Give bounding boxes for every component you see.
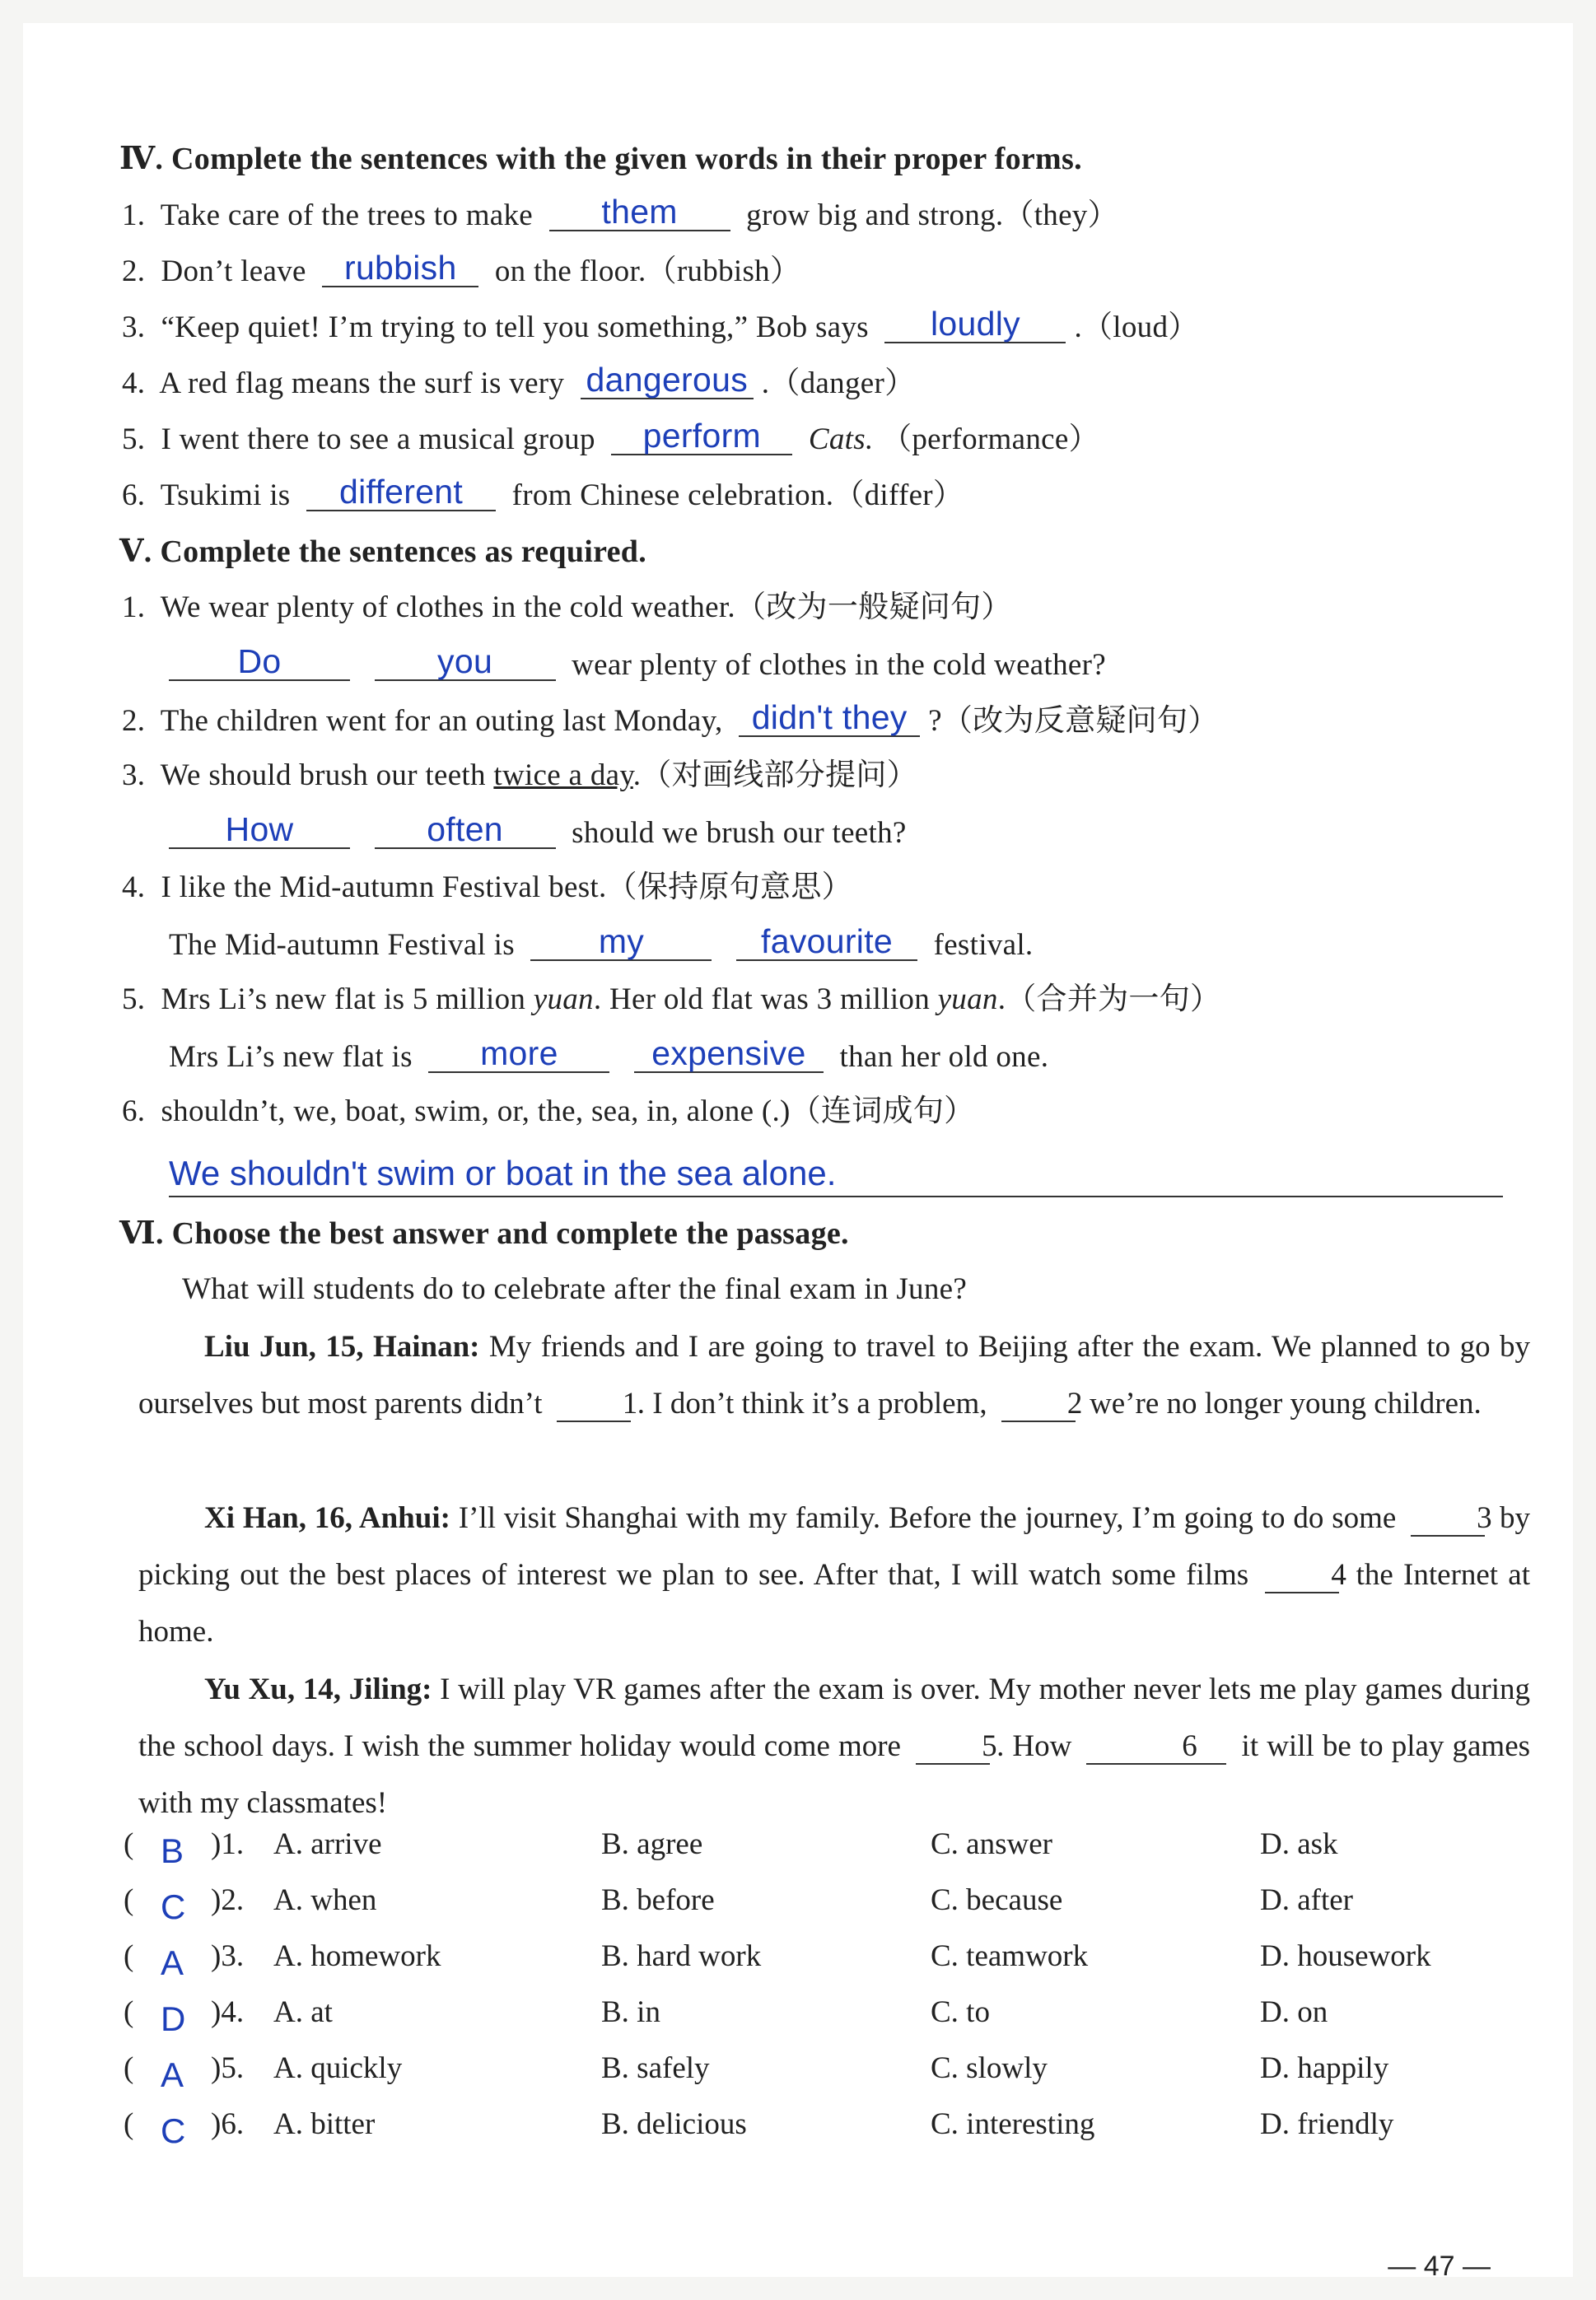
s4-item-6: 6. Tsukimi is different from Chinese celebration.（differ） [122, 473, 964, 512]
option-b[interactable]: B. delicious [601, 2107, 747, 2141]
passage-blank: 2 [1001, 1388, 1076, 1422]
option-d[interactable]: D. housework [1260, 1939, 1431, 1973]
answer-blank[interactable]: rubbish [322, 250, 478, 287]
option-a[interactable]: A. homework [273, 1939, 441, 1973]
passage-intro: What will students do to celebrate after the final exam in June? [182, 1272, 968, 1306]
option-a[interactable]: A. at [273, 1995, 333, 2029]
s4-item-5: 5. I went there to see a musical group perform Cats. （performance） [122, 417, 1099, 456]
passage-blank: 6 [1086, 1730, 1226, 1765]
passage-blank: 1 [557, 1388, 631, 1422]
answer-blank[interactable]: didn't they [739, 699, 920, 737]
option-row-1: ( B )1. A. arrive B. agree C. answer D. ask [124, 1827, 1338, 1870]
s4-item-2: 2. Don’t leave rubbish on the floor.（rubbish） [122, 249, 801, 288]
passage-paragraph-2: Xi Han, 16, Anhui: I’ll visit Shanghai with my family. Before the journey, I’m going to do some 3 by picking out the best places of interest we plan to see. After that, I will watch some films 4 the Internet at home. [138, 1501, 1531, 1649]
answer-blank[interactable]: different [306, 474, 496, 511]
answer-blank[interactable]: more [428, 1035, 609, 1073]
s4-item-4: 4. A red flag means the surf is very dangerous .（danger） [122, 361, 916, 400]
option-d[interactable]: D. friendly [1260, 2107, 1394, 2141]
section-4-heading: Ⅳ. Complete the sentences with the given words in their proper forms. [119, 142, 1082, 176]
option-b[interactable]: B. before [601, 1883, 715, 1917]
option-b[interactable]: B. safely [601, 2051, 710, 2085]
passage-blank: 4 [1265, 1559, 1339, 1593]
option-row-6: ( C )6. A. bitter B. delicious C. interesting D. friendly [124, 2107, 1394, 2150]
answer-blank[interactable]: my [530, 923, 712, 961]
option-c[interactable]: C. because [931, 1883, 1063, 1917]
answer-blank[interactable]: How [169, 811, 350, 849]
option-c[interactable]: C. answer [931, 1827, 1052, 1861]
option-d[interactable]: D. after [1260, 1883, 1353, 1917]
option-c[interactable]: C. teamwork [931, 1939, 1089, 1973]
option-a[interactable]: A. bitter [273, 2107, 376, 2141]
option-b[interactable]: B. agree [601, 1827, 703, 1861]
worksheet-page [23, 23, 1573, 2282]
chosen-answer[interactable]: A [161, 1943, 184, 1982]
passage-paragraph-1: Liu Jun, 15, Hainan: My friends and I are going to travel to Beijing after the exam. We planned to go by ourselves but most parents didn’t 1. I don’t think it’s a problem, 2 we’re no longer young children. [138, 1330, 1530, 1421]
s5-q6-text: 6. shouldn’t, we, boat, swim, or, the, sea, in, alone (.)（连词成句） [122, 1094, 975, 1128]
option-row-5: ( A )5. A. quickly B. safely C. slowly D. happily [124, 2051, 1389, 2094]
answer-blank[interactable]: you [375, 643, 556, 681]
option-c[interactable]: C. to [931, 1995, 990, 2029]
option-a[interactable]: A. quickly [273, 2051, 403, 2085]
chosen-answer[interactable]: C [161, 2111, 186, 2150]
option-row-3: ( A )3. A. homework B. hard work C. teamwork D. housework [124, 1939, 1431, 1982]
section-5-heading: Ⅴ. Complete the sentences as required. [119, 534, 647, 569]
s5-q4-text: 4. I like the Mid-autumn Festival best.（保持原句意思） [122, 870, 852, 904]
s5-q3-text: 3. We should brush our teeth twice a day.（对画线部分提问） [122, 758, 917, 792]
option-a[interactable]: A. when [273, 1883, 377, 1917]
chosen-answer[interactable]: C [161, 1887, 186, 1926]
passage-blank: 5 [916, 1730, 990, 1765]
page-number: — 47 — [1388, 2251, 1491, 2282]
answer-blank[interactable]: loudly [884, 306, 1066, 343]
answer-blank[interactable]: them [549, 194, 730, 231]
s5-q3-answer-line: How often should we brush our teeth? [169, 811, 907, 854]
passage-paragraph-3: Yu Xu, 14, Jiling: I will play VR games after the exam is over. My mother never lets me play games during the school days. I wish the summer holiday would come more 5. How 6 it will be to play games with my classmates! [138, 1673, 1531, 1820]
passage-blank: 3 [1411, 1502, 1485, 1537]
chosen-answer[interactable]: D [161, 1999, 186, 2038]
option-a[interactable]: A. arrive [273, 1827, 382, 1861]
s5-q5-text: 5. Mrs Li’s new flat is 5 million yuan. Her old flat was 3 million yuan.（合并为一句） [122, 982, 1221, 1016]
answer-blank[interactable]: Do [169, 643, 350, 681]
option-b[interactable]: B. hard work [601, 1939, 762, 1973]
s4-item-1: 1. Take care of the trees to make them grow big and strong.（they） [122, 193, 1118, 232]
answer-blank[interactable]: perform [611, 418, 792, 455]
chosen-answer[interactable]: A [161, 2055, 184, 2094]
option-d[interactable]: D. ask [1260, 1827, 1338, 1861]
answer-blank[interactable]: favourite [736, 923, 917, 961]
s5-q2: 2. The children went for an outing last Monday, didn't they ?（改为反意疑问句） [122, 698, 1219, 738]
chosen-answer[interactable]: B [161, 1831, 184, 1870]
s5-q1-answer-line: Do you wear plenty of clothes in the cold weather? [169, 643, 1106, 686]
option-c[interactable]: C. slowly [931, 2051, 1048, 2085]
s5-q4-answer-line: The Mid-autumn Festival is my favourite festival. [169, 922, 1034, 962]
answer-blank[interactable]: expensive [634, 1035, 824, 1073]
s4-item-3: 3. “Keep quiet! I’m trying to tell you something,” Bob says loudly .（loud） [122, 305, 1199, 344]
answer-blank[interactable]: often [375, 811, 556, 849]
option-d[interactable]: D. happily [1260, 2051, 1389, 2085]
underlined-phrase: twice a day [493, 758, 633, 792]
s5-q1-text: 1. We wear plenty of clothes in the cold weather.（改为一般疑问句） [122, 590, 1012, 624]
option-row-2: ( C )2. A. when B. before C. because D. after [124, 1883, 1353, 1926]
option-row-4: ( D )4. A. at B. in C. to D. on [124, 1995, 1328, 2038]
section-6-heading: Ⅵ. Choose the best answer and complete the passage. [119, 1216, 849, 1251]
answer-blank[interactable]: dangerous [581, 362, 754, 399]
s5-q6-answer-line[interactable]: We shouldn't swim or boat in the sea alone. [169, 1151, 1503, 1197]
option-c[interactable]: C. interesting [931, 2107, 1095, 2141]
option-d[interactable]: D. on [1260, 1995, 1328, 2029]
s5-q5-answer-line: Mrs Li’s new flat is more expensive than her old one. [169, 1034, 1049, 1074]
option-b[interactable]: B. in [601, 1995, 660, 2029]
